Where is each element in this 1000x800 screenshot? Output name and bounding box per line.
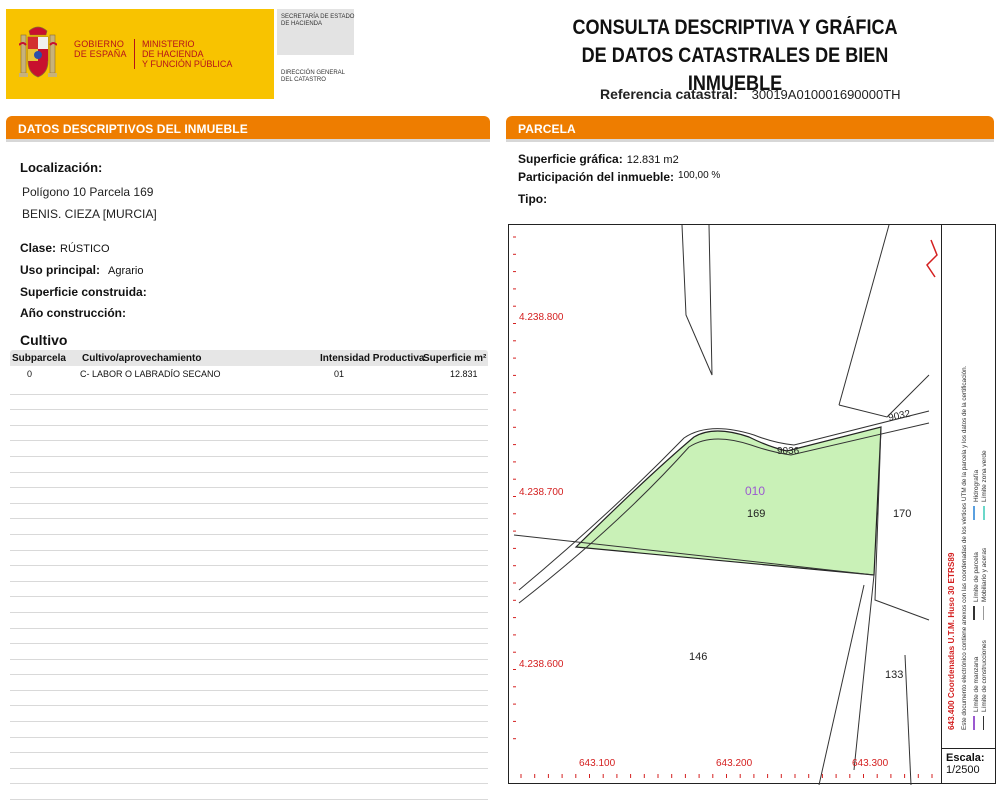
table-empty-row bbox=[10, 410, 488, 426]
svg-text:Límite de parcela: Límite de parcela bbox=[973, 552, 980, 602]
direccion-general-text: DIRECCIÓN GENERAL DEL CATASTRO bbox=[281, 70, 346, 83]
parcel-label-146: 146 bbox=[689, 651, 708, 663]
boundary-line bbox=[682, 225, 712, 375]
table-empty-row bbox=[10, 473, 488, 489]
parcel-label-169: 169 bbox=[747, 508, 766, 520]
parcel-label-9032: 9032 bbox=[887, 408, 912, 424]
tipo-field: Tipo: bbox=[518, 192, 548, 206]
parcela-bar bbox=[506, 116, 994, 142]
col-superficie: Superficie m² bbox=[423, 353, 487, 364]
anio-construccion-field: Año construcción: bbox=[20, 306, 127, 320]
section-title-datos: DATOS DESCRIPTIVOS DEL INMUEBLE bbox=[18, 122, 248, 136]
superficie-construida-field: Superficie construida: bbox=[20, 285, 147, 299]
svg-text:Límite zona verde: Límite zona verde bbox=[981, 450, 988, 502]
table-empty-row bbox=[10, 675, 488, 691]
page-title: CONSULTA DESCRIPTIVA Y GRÁFICA DE DATOS CATASTRALES DE BIEN INMUEBLE bbox=[572, 16, 898, 95]
refcat-value: 30019A010001690000TH bbox=[751, 87, 901, 102]
table-empty-row bbox=[10, 738, 488, 754]
x-coord-label: 643.300 bbox=[852, 758, 889, 769]
y-coord-label: 4.238.700 bbox=[519, 487, 564, 498]
cert-note: Este documento electrónico contiene anexos con las coordenadas de los vértices UTM de la parcela y los datos de la certificación. bbox=[961, 365, 968, 730]
table-empty-row bbox=[10, 706, 488, 722]
table-empty-row bbox=[10, 379, 488, 395]
table-empty-row bbox=[10, 691, 488, 707]
superficie-grafica-field: Superficie gráfica: 12.831 m2 bbox=[518, 152, 679, 166]
boundary-line bbox=[839, 375, 929, 417]
refcat-label: Referencia catastral: bbox=[600, 86, 738, 102]
table-empty-row bbox=[10, 722, 488, 738]
x-coord-label: 643.100 bbox=[579, 758, 616, 769]
gobierno-text: GOBIERNO DE ESPAÑA bbox=[74, 39, 127, 59]
legend-vertical bbox=[942, 225, 997, 748]
boundary-line bbox=[854, 575, 874, 770]
table-empty-row bbox=[10, 551, 488, 567]
table-empty-row bbox=[10, 457, 488, 473]
parcel-label-010: 010 bbox=[745, 484, 766, 498]
coat-of-arms-icon bbox=[19, 25, 57, 83]
col-cultivo: Cultivo/aprovechamiento bbox=[82, 353, 202, 364]
table-empty-row bbox=[10, 613, 488, 629]
table-empty-row bbox=[10, 629, 488, 645]
localizacion-label: Localización: bbox=[20, 160, 103, 175]
y-coord-label: 4.238.800 bbox=[519, 312, 564, 323]
col-intensidad: Intensidad Productiva bbox=[320, 353, 425, 364]
table-empty-row bbox=[10, 441, 488, 457]
north-arrow-icon bbox=[927, 240, 937, 277]
table-header bbox=[10, 350, 488, 366]
table-empty-row bbox=[10, 660, 488, 676]
parcel-label-170: 170 bbox=[893, 508, 912, 520]
boundary-line bbox=[819, 585, 864, 785]
escala-value: 1/2500 bbox=[946, 764, 980, 776]
table-empty-row bbox=[10, 644, 488, 660]
cultivo-table bbox=[10, 350, 488, 800]
parcel-label-133: 133 bbox=[885, 669, 904, 681]
table-empty-row bbox=[10, 426, 488, 442]
section-title-parcela: PARCELA bbox=[518, 122, 576, 136]
uso-principal-field: Uso principal: Agrario bbox=[20, 263, 144, 277]
table-empty-row bbox=[10, 769, 488, 785]
x-coord-label: 643.200 bbox=[716, 758, 753, 769]
table-empty-row bbox=[10, 566, 488, 582]
escala-label: Escala: bbox=[946, 752, 985, 764]
x-axis-ticks bbox=[521, 774, 932, 778]
coords-note: 643.400 Coordenadas U.T.M. Huso 30 ETRS89 bbox=[947, 552, 956, 730]
map-canvas bbox=[509, 225, 941, 785]
government-banner bbox=[6, 9, 274, 99]
svg-text:Hidrografía: Hidrografía bbox=[973, 469, 980, 502]
svg-text:Mobiliario y aceras: Mobiliario y aceras bbox=[981, 547, 988, 602]
table-empty-row bbox=[10, 519, 488, 535]
table-empty-row bbox=[10, 488, 488, 504]
parcel-map bbox=[508, 224, 996, 784]
secretaria-box: SECRETARÍA DE ESTADO DE HACIENDA bbox=[277, 9, 354, 55]
table-empty-row bbox=[10, 395, 488, 411]
address-line-2: BENIS. CIEZA [MURCIA] bbox=[22, 207, 157, 221]
table-empty-row bbox=[10, 753, 488, 769]
boundary-line bbox=[905, 655, 911, 785]
banner-divider bbox=[134, 39, 135, 69]
datos-descriptivos-bar bbox=[6, 116, 490, 142]
col-subparcela: Subparcela bbox=[12, 353, 66, 364]
boundary-line bbox=[839, 225, 889, 405]
table-empty-row bbox=[10, 784, 488, 800]
y-axis-ticks bbox=[513, 237, 516, 739]
escala-box bbox=[941, 748, 996, 784]
table-empty-row bbox=[10, 582, 488, 598]
svg-text:Límite de construcciones: Límite de construcciones bbox=[981, 640, 988, 712]
cultivo-title: Cultivo bbox=[20, 332, 68, 348]
table-empty-row bbox=[10, 535, 488, 551]
clase-field: Clase: RÚSTICO bbox=[20, 241, 110, 255]
table-row: 0 C- LABOR O LABRADÍO SECANO 01 12.831 bbox=[27, 369, 478, 379]
svg-text:Límite de manzana: Límite de manzana bbox=[973, 656, 980, 712]
participacion-field: Participación del inmueble: $^{100,00 \%}$ bbox=[518, 170, 721, 184]
ministerio-text: MINISTERIO DE HACIENDA Y FUNCIÓN PÚBLICA bbox=[142, 39, 233, 69]
table-empty-rows bbox=[10, 379, 488, 800]
parcel-169-shape bbox=[576, 427, 881, 575]
map-legend-panel bbox=[941, 225, 996, 748]
table-empty-row bbox=[10, 504, 488, 520]
parcel-label-9036: 9036 bbox=[777, 446, 800, 457]
y-coord-label: 4.238.600 bbox=[519, 659, 564, 670]
referencia-catastral bbox=[600, 86, 901, 102]
boundary-line bbox=[875, 427, 929, 620]
table-empty-row bbox=[10, 597, 488, 613]
address-line-1: Polígono 10 Parcela 169 bbox=[22, 185, 154, 199]
